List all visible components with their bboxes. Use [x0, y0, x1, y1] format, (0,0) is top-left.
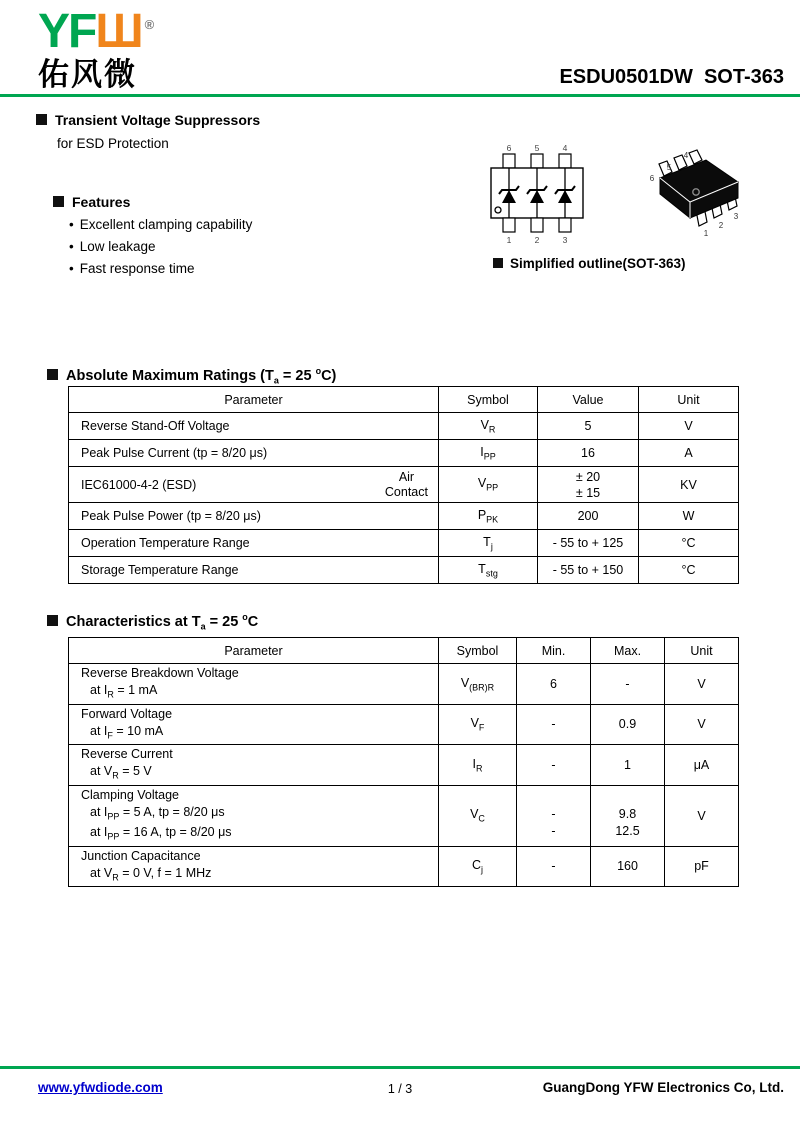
page-number: 1 / 3: [387, 1082, 413, 1096]
col-symbol: Symbol: [439, 638, 517, 664]
brand-logo: [38, 5, 155, 92]
product-family-heading: Transient Voltage Suppressors: [36, 112, 260, 128]
pin1-marker-icon: [495, 207, 501, 213]
bullet-icon: •: [69, 261, 74, 276]
value-cell: - 55 to + 150: [538, 557, 639, 584]
characteristics-heading: Characteristics at $T_a = 25$ $^o$C: [47, 612, 258, 632]
pin-label: 1: [703, 229, 709, 238]
min-cell: -: [517, 846, 591, 887]
table-header-row: [69, 387, 739, 413]
col-parameter: Parameter: [69, 638, 439, 664]
table-row: [69, 557, 739, 584]
param-cell: Operation Temperature Range: [69, 530, 439, 557]
pin-label: 5: [534, 143, 540, 153]
col-max: Max.: [591, 638, 665, 664]
max-cell: 0.9: [591, 704, 665, 745]
pin-label: 1: [506, 235, 512, 245]
logo-w-glyph: Ш: [95, 5, 142, 58]
table-header-row: [69, 638, 739, 664]
brand-logo-chinese: 佑风微: [38, 57, 137, 92]
pin-label: 5: [666, 163, 672, 172]
min-cell: -: [517, 745, 591, 786]
value-cell: 16: [538, 440, 639, 467]
package-outline-drawing: [626, 148, 744, 248]
min-cell: 6: [517, 664, 591, 705]
bullet-icon: •: [69, 239, 74, 254]
table-row: [69, 413, 739, 440]
col-parameter: Parameter: [69, 387, 439, 413]
param-cell: Peak Pulse Current (tp = 8/20 μs): [69, 440, 439, 467]
product-family-subheading: for ESD Protection: [57, 136, 169, 151]
section-square-icon: [53, 196, 64, 207]
symbol-cell: $I_{PP}$: [439, 440, 538, 467]
symbol-cell: $T_{stg}$: [439, 557, 538, 584]
company-name: GuangDong YFW Electronics Co, Ltd.: [542, 1080, 784, 1095]
param-cell: Reverse Current at $V_R = 5$ V: [69, 745, 439, 786]
footer-divider: [0, 1066, 800, 1069]
value-cell: ± 20 ± 15: [538, 467, 639, 503]
registered-trademark-icon: ®: [144, 17, 155, 32]
symbol-cell: $C_j$: [439, 846, 517, 887]
table-row: [69, 785, 739, 846]
bullet-icon: •: [69, 217, 74, 232]
characteristics-table: [68, 637, 739, 887]
col-min: Min.: [517, 638, 591, 664]
param-cell: Storage Temperature Range: [69, 557, 439, 584]
table-row: [69, 530, 739, 557]
section-square-icon: [36, 114, 47, 125]
symbol-cell: $V_{(BR)R}$: [439, 664, 517, 705]
unit-cell: pF: [665, 846, 739, 887]
table-row: [69, 846, 739, 887]
param-cell: Reverse Stand-Off Voltage: [69, 413, 439, 440]
param-cell: Junction Capacitance at $V_R = 0$ V, f = 1 MHz: [69, 846, 439, 887]
col-value: Value: [538, 387, 639, 413]
pin-label: 3: [733, 212, 739, 221]
max-cell: 160: [591, 846, 665, 887]
unit-cell: KV: [639, 467, 739, 503]
table-row: [69, 503, 739, 530]
pin-label: 6: [506, 143, 512, 153]
unit-cell: W: [639, 503, 739, 530]
section-square-icon: [493, 258, 503, 268]
symbol-cell: $V_{PP}$: [439, 467, 538, 503]
unit-cell: °C: [639, 557, 739, 584]
page-title: ESDU0501DW SOT-363: [559, 66, 784, 88]
symbol-cell: $V_R$: [439, 413, 538, 440]
max-cell: 1: [591, 745, 665, 786]
website-link[interactable]: www.yfwdiode.com: [38, 1080, 163, 1095]
param-cell: Clamping Voltage at $I_{PP} = 5$ A, tp = 8/20 μs at $I_{PP} = 16$ A, tp = 8/20 μs: [69, 785, 439, 846]
pin-label: 3: [562, 235, 568, 245]
param-cell: Forward Voltage at $I_F = 10$ mA: [69, 704, 439, 745]
table-row: [69, 664, 739, 705]
max-cell: -: [591, 664, 665, 705]
section-square-icon: [47, 369, 58, 380]
outline-caption: Simplified outline(SOT-363): [493, 256, 686, 271]
col-unit: Unit: [639, 387, 739, 413]
abs-max-table: [68, 386, 739, 584]
value-cell: 200: [538, 503, 639, 530]
symbol-cell: $I_R$: [439, 745, 517, 786]
features-heading: Features: [53, 194, 252, 210]
param-cell: Peak Pulse Power (tp = 8/20 μs): [69, 503, 439, 530]
value-cell: 5: [538, 413, 639, 440]
abs-max-heading: Absolute Maximum Ratings ($T_a = 25$ $^o$C): [47, 366, 336, 386]
min-cell: -: [517, 704, 591, 745]
pin-label: 4: [683, 151, 689, 160]
param-cell: Reverse Breakdown Voltage at $I_R = 1$ mA: [69, 664, 439, 705]
symbol-cell: $P_{PK}$: [439, 503, 538, 530]
table-row: [69, 440, 739, 467]
pin-label: 2: [718, 221, 724, 230]
feature-item: • Fast response time: [69, 261, 195, 276]
logo-yf-text: YF: [38, 5, 96, 58]
param-cell: IEC61000-4-2 (ESD) Air Contact: [69, 467, 439, 503]
unit-cell: A: [639, 440, 739, 467]
symbol-cell: $T_j$: [439, 530, 538, 557]
header-divider: [0, 94, 800, 97]
unit-cell: V: [665, 785, 739, 846]
unit-cell: V: [665, 704, 739, 745]
table-row: [69, 745, 739, 786]
col-unit: Unit: [665, 638, 739, 664]
max-cell: 9.8 12.5: [591, 785, 665, 846]
value-cell: - 55 to + 125: [538, 530, 639, 557]
symbol-cell: $V_F$: [439, 704, 517, 745]
unit-cell: V: [665, 664, 739, 705]
pin-label: 4: [562, 143, 568, 153]
col-symbol: Symbol: [439, 387, 538, 413]
features-section: [53, 194, 252, 276]
unit-cell: °C: [639, 530, 739, 557]
schematic-diagram: [486, 142, 588, 246]
table-row: [69, 467, 739, 503]
symbol-cell: $V_C$: [439, 785, 517, 846]
feature-item: • Low leakage: [69, 239, 156, 254]
min-cell: - -: [517, 785, 591, 846]
table-row: [69, 704, 739, 745]
brand-logo-wordmark: [38, 5, 155, 58]
pin-label: 2: [534, 235, 540, 245]
pin-label: 6: [649, 174, 655, 183]
feature-item: • Excellent clamping capability: [69, 217, 253, 232]
unit-cell: V: [639, 413, 739, 440]
unit-cell: μA: [665, 745, 739, 786]
section-square-icon: [47, 615, 58, 626]
